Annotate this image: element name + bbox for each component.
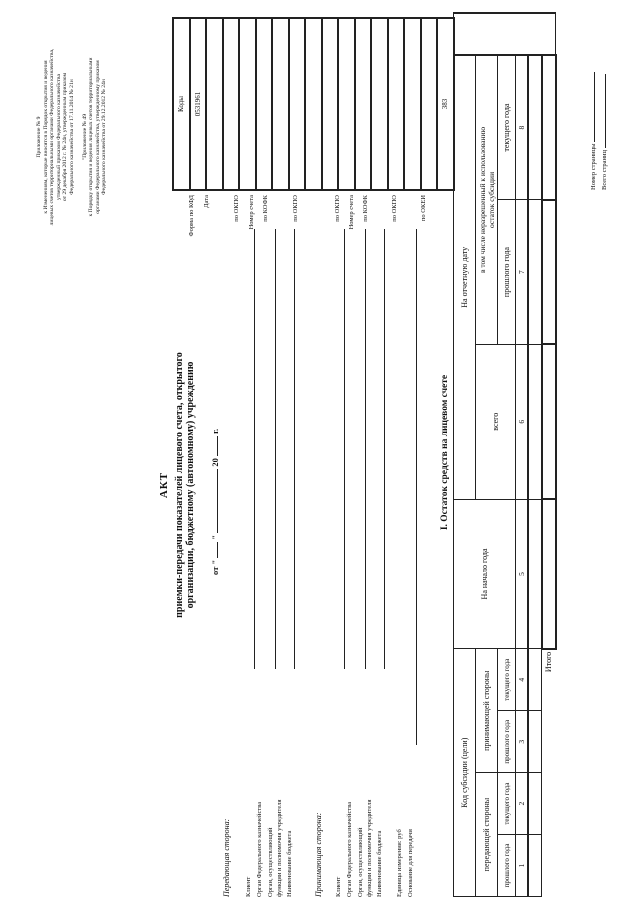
label-client: Клиент	[245, 876, 252, 897]
founder-fill-line	[384, 229, 385, 669]
section-title: I. Остаток средств на лицевом счете	[440, 374, 450, 531]
label-fk-body: Орган Федерального казначейства	[346, 801, 353, 897]
label-budget-name: Наименование бюджета	[376, 830, 383, 897]
label-form-kfd: Форма по КФД	[188, 195, 195, 237]
col-number: 8	[516, 55, 528, 200]
label-date: Дата	[203, 195, 210, 208]
fk-body-fill-line	[365, 229, 366, 669]
table-cell	[528, 711, 542, 773]
appendix-line: утвержденный приказом Федерального казначейства	[55, 74, 62, 200]
codes-cell	[223, 18, 240, 190]
codes-cell	[322, 18, 339, 190]
label-kofk: по КОФК	[362, 195, 369, 222]
itogo-label: Итого	[542, 649, 556, 897]
label-functions: функции и полномочия учредителя	[276, 799, 283, 897]
label-functions: функции и полномочия учредителя	[366, 799, 373, 897]
codes-cell	[289, 18, 306, 190]
appendix-line: лицевых счетов территориальными органами Федерального казначейства,	[49, 48, 56, 226]
itogo-cell	[542, 200, 556, 345]
label-body-exercising: Орган, осуществляющий	[357, 827, 364, 897]
footer-page-number	[590, 72, 597, 190]
document-title	[158, 225, 196, 745]
client-fill-line	[254, 229, 255, 669]
appendix-line: "Приложение № 49	[81, 113, 88, 161]
label-okpo: по ОКПО	[233, 195, 240, 222]
label-transferring-side: Передающая сторона:	[222, 818, 231, 897]
balance-table	[453, 12, 557, 897]
footer-page-number-label: Номер страницы	[590, 143, 597, 190]
table-cell	[528, 773, 542, 835]
col-number: 4	[516, 649, 528, 711]
label-unit: Единица измерения: руб	[396, 829, 403, 897]
header-unused-balance-line: в том числе неразрешенный к использованию	[477, 126, 487, 274]
header-code-subsidy: Код субсидии (цели)	[454, 649, 476, 897]
codes-cell	[388, 18, 405, 190]
header-prev-year: прошлого года	[498, 835, 516, 897]
label-account-number: Номер счета	[348, 195, 355, 230]
header-transferring-side: передающей стороны	[476, 773, 498, 897]
label-receiving-side: Принимающая сторона:	[314, 812, 323, 897]
codes-cell	[239, 18, 256, 190]
label-kofk: по КОФК	[262, 195, 269, 222]
date-quote: "	[210, 534, 220, 540]
table-cell	[528, 649, 542, 711]
label-okpo: по ОКПО	[391, 195, 398, 222]
col-number: 2	[516, 773, 528, 835]
header-prev-year: прошлого года	[498, 711, 516, 773]
codes-header: Коды	[173, 18, 190, 190]
appendix-line: от 29 декабря 2012 г. № 24н, утвержденным приказом	[62, 72, 69, 202]
basis-fill-line	[416, 229, 417, 745]
header-receiving-side: принимающей стороны	[476, 649, 498, 773]
label-basis: Основание для передачи	[407, 829, 414, 897]
date-prefix: от "	[210, 559, 220, 575]
title-line: организации, бюджетному (автономному) учреждению	[185, 361, 196, 609]
codes-form-code: 0531961	[190, 18, 207, 190]
header-current-year: текущего года	[498, 55, 516, 200]
table-cell	[528, 835, 542, 897]
label-okpo: по ОКПО	[334, 195, 341, 222]
appendix-line: органами Федерального казначейства, утвержденному приказом	[94, 60, 101, 214]
header-prev-year: прошлого года	[498, 200, 516, 345]
founder-fill-line	[294, 229, 295, 669]
header-unused-balance	[476, 55, 498, 344]
date-month-blank	[217, 469, 218, 533]
date-suffix: г.	[210, 428, 220, 434]
codes-okei-code: 383	[437, 18, 454, 190]
title-date	[210, 429, 220, 575]
title-act: АКТ	[158, 471, 170, 499]
codes-cell	[338, 18, 355, 190]
appendix-line: Приложение № 9	[36, 116, 42, 158]
date-year-blank	[217, 436, 218, 456]
label-okei: по ОКЕИ	[420, 195, 427, 222]
codes-cell	[272, 18, 289, 190]
label-fk-body: Орган Федерального казначейства	[256, 801, 263, 897]
itogo-cell	[542, 344, 556, 499]
label-budget-name: Наименование бюджета	[286, 830, 293, 897]
codes-cell	[421, 18, 438, 190]
table-cell	[528, 344, 542, 499]
appendix-line: к Изменениям, которые вносятся в Порядок открытия и ведения	[42, 60, 49, 214]
appendix-line: Федерального казначейства от 29.12.2012 № 24н	[101, 79, 108, 195]
codes-cell	[256, 18, 273, 190]
codes-cell	[206, 18, 223, 190]
table-cell	[528, 55, 542, 200]
table-cell	[528, 200, 542, 345]
itogo-cell	[542, 499, 556, 649]
codes-table	[172, 17, 455, 191]
footer-total-pages-label: Всего страниц	[601, 150, 608, 190]
label-body-exercising: Орган, осуществляющий	[267, 827, 274, 897]
col-number: 6	[516, 344, 528, 499]
header-unused-balance-line: остаток субсидии	[486, 171, 496, 229]
col-number: 5	[516, 499, 528, 649]
fk-body-fill-line	[275, 229, 276, 669]
footer-total-pages-blank	[605, 74, 606, 148]
header-current-year: текущего года	[498, 773, 516, 835]
col-number: 1	[516, 835, 528, 897]
right-frame	[454, 13, 556, 55]
codes-cell	[305, 18, 322, 190]
table-cell	[528, 499, 542, 649]
appendix-block	[36, 17, 108, 257]
footer-page-number-blank	[594, 72, 595, 142]
date-year: 20	[210, 458, 220, 467]
label-client: Клиент	[335, 876, 342, 897]
col-number: 7	[516, 200, 528, 345]
codes-cell	[355, 18, 372, 190]
title-line: приемки-передачи показателей лицевого счета, открытого	[174, 352, 185, 618]
col-number: 3	[516, 711, 528, 773]
itogo-cell	[542, 55, 556, 200]
appendix-line: к Порядку открытия и ведения лицевых счетов территориальными	[88, 57, 95, 217]
codes-cell	[371, 18, 388, 190]
client-fill-line	[344, 229, 345, 669]
header-total: всего	[476, 344, 516, 499]
footer-total-pages	[601, 74, 608, 190]
header-reporting-date: На отчетную дату	[454, 55, 476, 499]
label-account-number: Номер счета	[248, 195, 255, 230]
header-current-year: текущего года	[498, 649, 516, 711]
header-start-of-year: На начало года	[454, 499, 516, 649]
label-okpo: по ОКПО	[292, 195, 299, 222]
date-day-blank	[217, 542, 218, 558]
codes-cell	[404, 18, 421, 190]
appendix-line: Федерального казначейства от 17.11.2014 № 21н	[68, 79, 75, 195]
